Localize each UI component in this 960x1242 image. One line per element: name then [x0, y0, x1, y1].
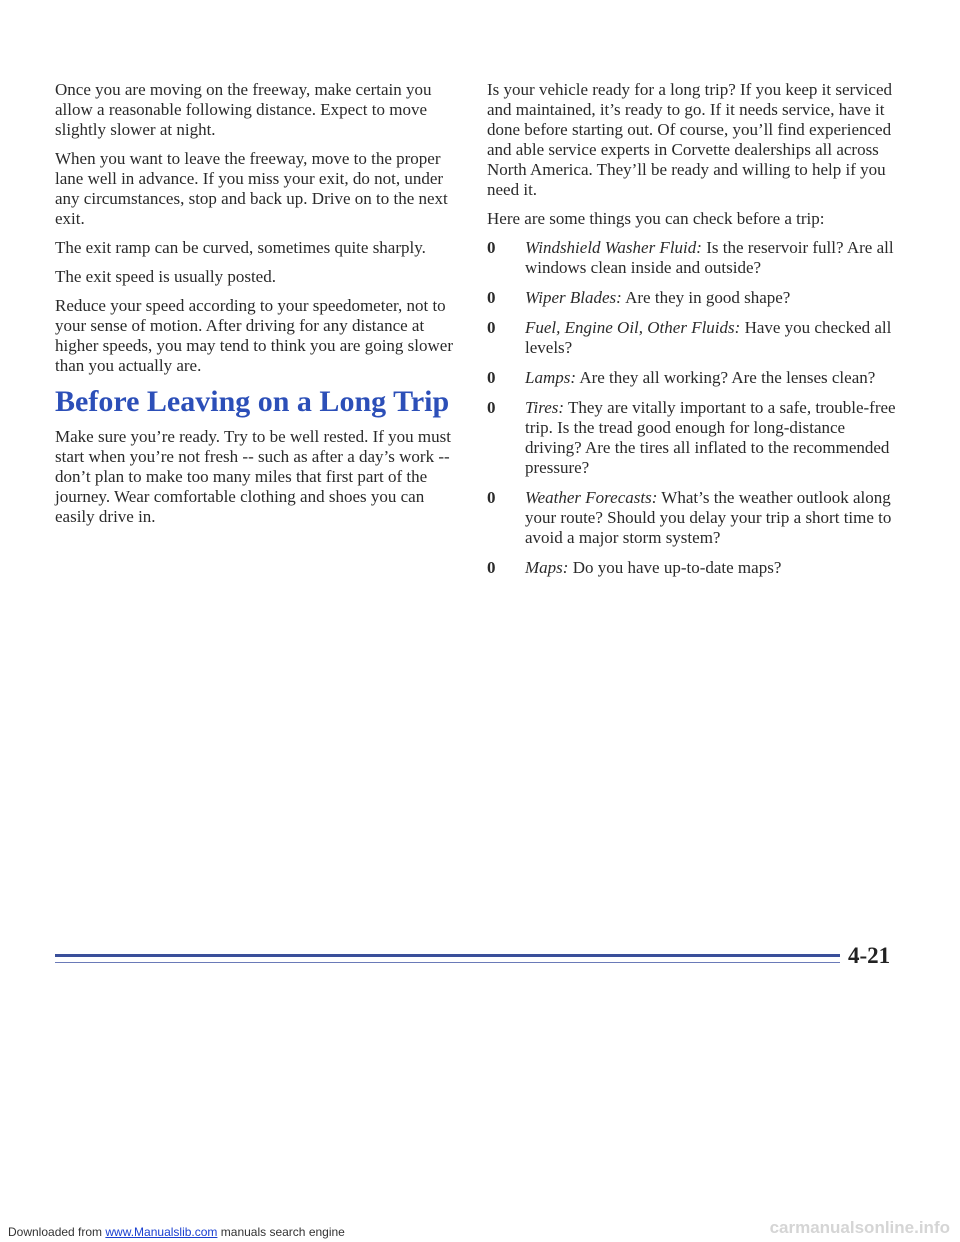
list-item	[487, 398, 905, 478]
item-term: Tires:	[525, 398, 565, 417]
item-text: Is the reservoir full? Are all windows clean inside and outside?	[525, 238, 894, 277]
paragraph-make-sure: Make sure you’re ready. Try to be well rested. If you must start when you’re not fresh -- such as after a day’s work -- don’t plan to make too many miles that first part of the journey. Wear comfortable clothing and shoes you can easily drive in.	[55, 427, 451, 526]
item-term: Lamps:	[525, 368, 577, 387]
watermark: carmanualsonline.info	[769, 1218, 950, 1237]
checklist	[487, 238, 905, 578]
bullet-icon: 0	[487, 488, 496, 507]
paragraph-leave-freeway: When you want to leave the freeway, move to the proper lane well in advance. If you miss your exit, do not, under any circumstances, stop and back up. Drive on to the next exit.	[55, 149, 448, 228]
item-text: They are vitally important to a safe, trouble-free trip. Is the tread good enough for long-distance driving? Are the tires all inflated to the recommended pressure?	[525, 398, 896, 477]
download-footer	[8, 1225, 345, 1239]
right-column	[487, 80, 905, 588]
item-text: Do you have up-to-date maps?	[568, 558, 782, 577]
paragraph-vehicle-ready: Is your vehicle ready for a long trip? If you keep it serviced and maintained, it’s ready to go. If it needs service, have it done before starting out. Of course, you’ll find experienced and able service experts in Corvette dealerships all across North America. They’ll be ready and willing to help if you need it.	[487, 80, 893, 199]
item-text: What’s the weather outlook along your route? Should you delay your trip a short time to avoid a major storm system?	[525, 488, 892, 547]
footer-suffix: manuals search engine	[217, 1225, 345, 1239]
item-term: Weather Forecasts:	[525, 488, 658, 507]
list-item	[487, 238, 905, 278]
item-text: Are they all working? Are the lenses clean?	[576, 368, 876, 387]
paragraph-reduce-speed: Reduce your speed according to your speedometer, not to your sense of motion. After driving for any distance at higher speeds, you may tend to think you are going slower than you actually are.	[55, 296, 454, 375]
footer-prefix: Downloaded from	[8, 1225, 106, 1239]
paragraph-checklist-lead: Here are some things you can check before a trip:	[487, 209, 825, 228]
item-term: Wiper Blades:	[525, 288, 622, 307]
paragraph-exit-speed: The exit speed is usually posted.	[55, 267, 276, 286]
item-term: Maps:	[525, 558, 569, 577]
footer-rule-thin	[55, 962, 840, 963]
list-item	[487, 288, 905, 308]
bullet-icon: 0	[487, 368, 496, 387]
section-heading: Before Leaving on a Long Trip	[55, 385, 450, 418]
item-text: Have you checked all levels?	[525, 318, 892, 357]
item-term: Windshield Washer Fluid:	[525, 238, 702, 257]
list-item	[487, 558, 905, 578]
bullet-icon: 0	[487, 238, 496, 257]
manualslib-link[interactable]: www.Manualslib.com	[105, 1225, 218, 1239]
paragraph-exit-ramp: The exit ramp can be curved, sometimes quite sharply.	[55, 238, 426, 257]
bullet-icon: 0	[487, 318, 496, 337]
bullet-icon: 0	[487, 398, 496, 417]
page-number: 4-21	[848, 943, 891, 968]
list-item	[487, 368, 905, 388]
item-text: Are they in good shape?	[621, 288, 791, 307]
footer-rule-thick	[55, 954, 840, 957]
list-item	[487, 488, 905, 548]
item-term: Fuel, Engine Oil, Other Fluids:	[525, 318, 741, 337]
left-column	[55, 80, 455, 536]
list-item	[487, 318, 905, 358]
bullet-icon: 0	[487, 288, 496, 307]
paragraph-following-distance: Once you are moving on the freeway, make certain you allow a reasonable following distance. Expect to move slightly slower at night.	[55, 80, 432, 139]
bullet-icon: 0	[487, 558, 496, 577]
